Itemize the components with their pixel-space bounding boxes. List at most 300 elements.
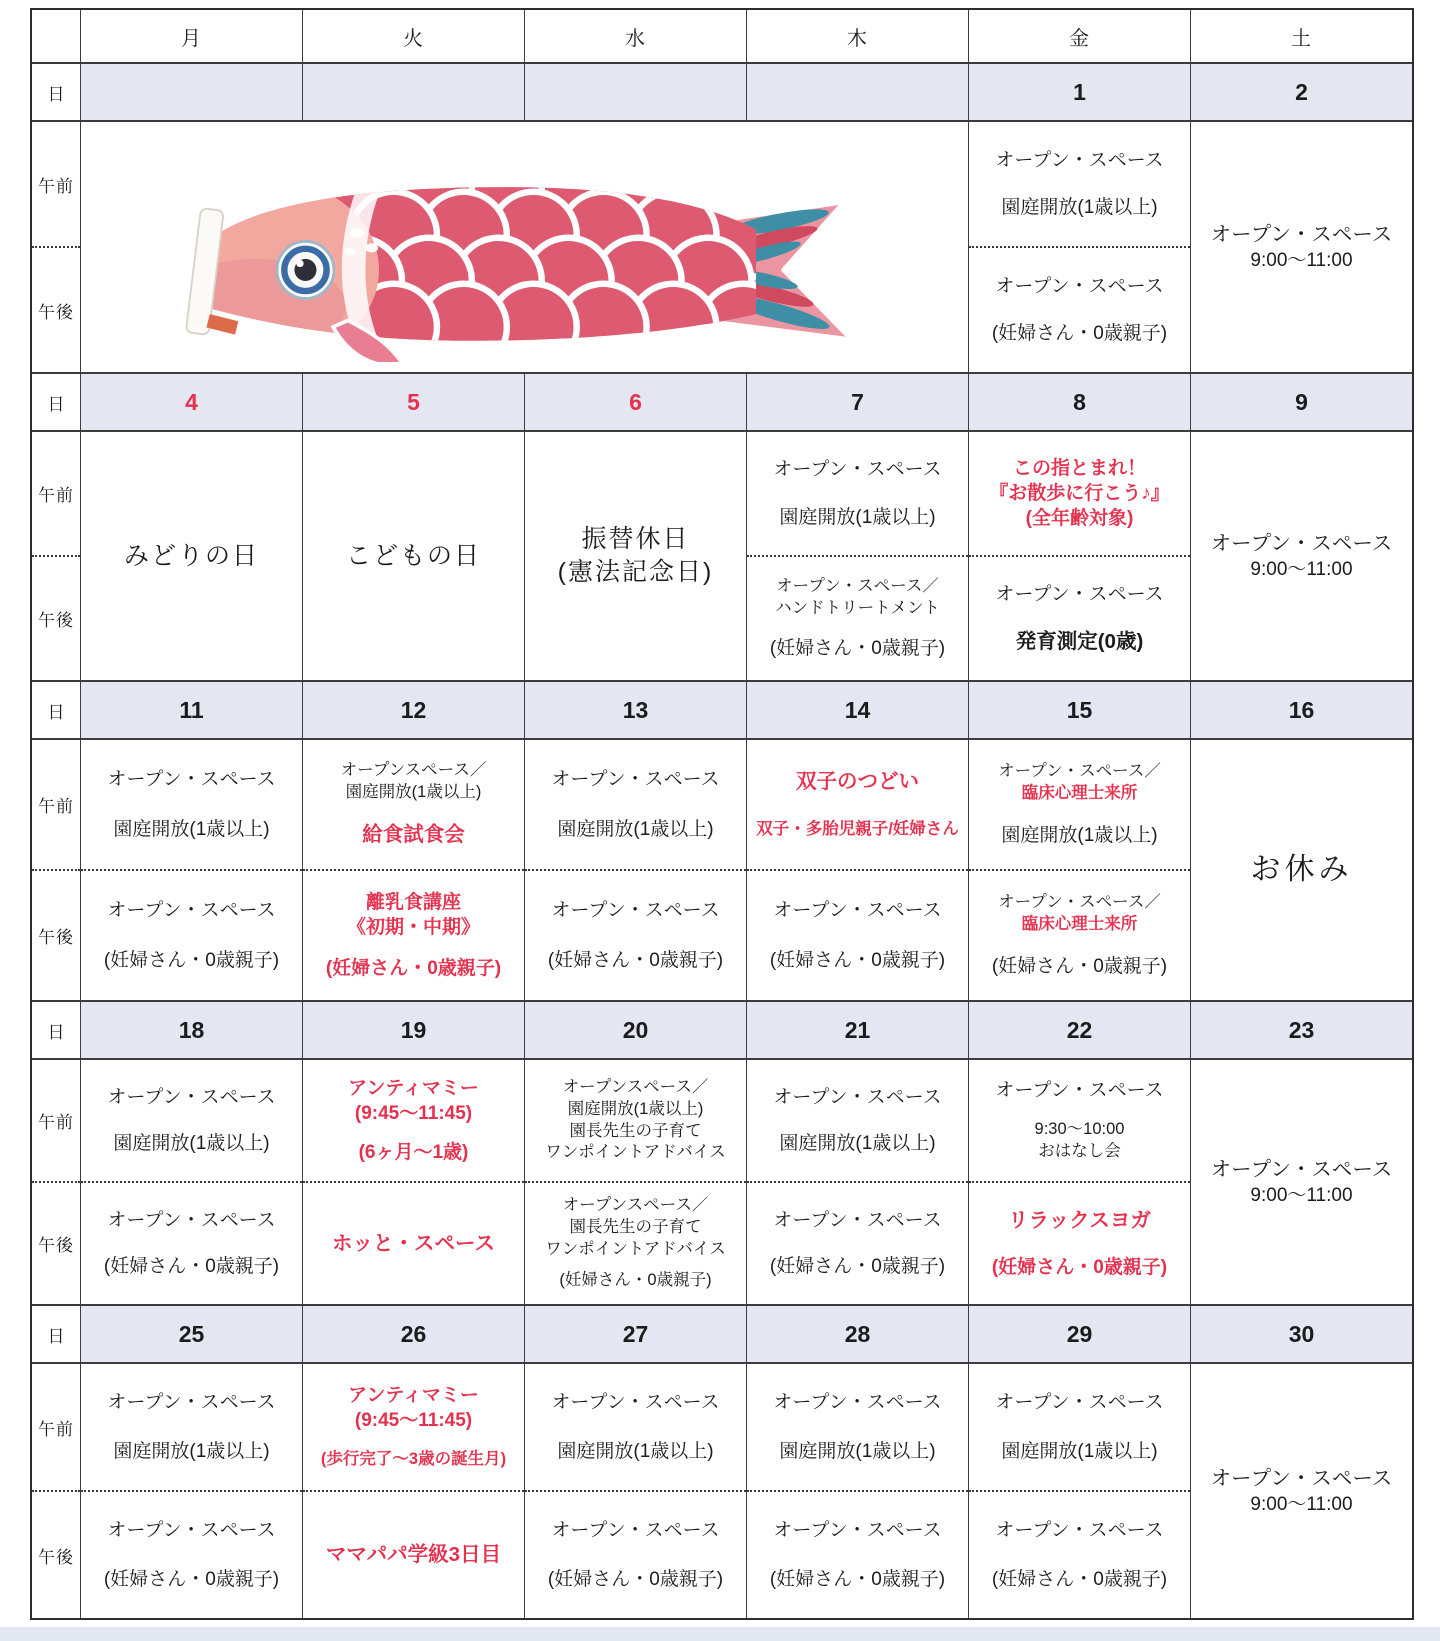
event-block: [773, 457, 941, 482]
event-block: [107, 1208, 275, 1233]
event-cell: [80, 1058, 302, 1304]
date-number: 4: [185, 388, 198, 415]
event-block: [1001, 823, 1157, 848]
event-text: オープン・スペース: [551, 1392, 720, 1414]
event-text: オープン・スペース: [773, 459, 942, 481]
event-block: [551, 1390, 719, 1415]
event-block: [107, 898, 275, 923]
event-text: 園庭開放(1歳以上): [113, 818, 270, 840]
event-block: [770, 1254, 945, 1279]
event-text: おはなし会: [1038, 1141, 1121, 1160]
event-block: [557, 817, 713, 842]
event-cell: [968, 1058, 1190, 1304]
event-text: (妊婦さん・0歳親子): [769, 949, 946, 971]
event-text: こどもの日: [345, 541, 481, 570]
corner-cell: [32, 10, 80, 62]
event-block: [779, 1439, 935, 1464]
event-block: [113, 1439, 269, 1464]
event-text: オープンスペース／: [340, 761, 487, 780]
event-block: [989, 456, 1170, 531]
event-block: [1016, 628, 1144, 655]
am-section: [969, 1364, 1190, 1492]
event-cell-merged: [1190, 738, 1412, 1000]
event-block: [548, 948, 723, 973]
event-block: [551, 767, 719, 792]
event-block: [348, 1076, 479, 1126]
pm-section: [747, 1492, 968, 1618]
event-text: オープン・スペース: [551, 900, 720, 922]
date-number: 25: [178, 1320, 205, 1347]
date-cell: [746, 680, 968, 738]
pm-label: 午後: [38, 1547, 74, 1567]
date-cell: [80, 1304, 302, 1362]
pm-section: [969, 1183, 1190, 1304]
event-block: [107, 1085, 275, 1110]
calendar-table: [30, 8, 1414, 1620]
event-block: [998, 892, 1161, 936]
event-text: ママパパ学級3日目: [325, 1543, 502, 1567]
event-text: ハンドトリートメント: [775, 598, 940, 617]
event-text: オープン・スペース: [995, 1392, 1164, 1414]
event-cell: [302, 1362, 524, 1618]
event-block: [332, 1230, 495, 1257]
am-section: [747, 740, 968, 871]
event-block: [545, 1195, 726, 1260]
date-cell: [524, 62, 746, 120]
koinobori-carp-streamer-illustration: [98, 132, 951, 362]
date-number: 18: [178, 1016, 205, 1043]
am-section: [969, 1060, 1190, 1183]
am-section: [303, 1364, 524, 1492]
event-block: [557, 1439, 713, 1464]
event-block: [362, 821, 465, 848]
am-label: 午前: [32, 1364, 80, 1492]
pm-section: [303, 1183, 524, 1304]
event-block: [1001, 1439, 1157, 1464]
event-text: (憲法記念日): [557, 558, 714, 586]
am-section: [303, 740, 524, 871]
event-text: (妊婦さん・0歳親子): [769, 1568, 946, 1590]
pm-section: [525, 1492, 746, 1618]
ampm-row-label: [32, 430, 80, 680]
event-block: [770, 1567, 945, 1592]
event-text: リラックスヨガ: [1008, 1208, 1151, 1232]
event-text: (妊婦さん・0歳親子): [991, 1568, 1168, 1590]
event-block: [545, 1077, 726, 1164]
event-cell-merged: [302, 430, 524, 680]
day-header-4: 木: [746, 10, 968, 62]
pm-section: [969, 1492, 1190, 1618]
event-text: 双子のつどい: [796, 769, 919, 793]
am-section: [969, 122, 1190, 248]
event-block: [995, 274, 1163, 299]
event-text: オープン・スペース: [1210, 1157, 1393, 1181]
pm-section: [81, 1492, 302, 1618]
date-number: 2: [1295, 78, 1308, 105]
event-text: 園庭開放(1歳以上): [557, 818, 714, 840]
date-cell: [302, 372, 524, 430]
am-section: [747, 432, 968, 557]
event-block: [998, 761, 1161, 805]
am-section: [969, 740, 1190, 871]
event-text: オープン・スペース: [773, 1520, 942, 1542]
event-text: アンティマミー: [348, 1078, 479, 1100]
pm-section: [303, 1492, 524, 1618]
event-block: [104, 1254, 279, 1279]
event-block: [779, 505, 935, 530]
date-number: 30: [1288, 1320, 1315, 1347]
day-header-2: 火: [302, 10, 524, 62]
event-text: (妊婦さん・0歳親子): [547, 949, 724, 971]
ampm-row-label: [32, 1362, 80, 1618]
event-cell: [524, 738, 746, 1000]
event-block: [995, 1390, 1163, 1415]
event-block: [1035, 1119, 1125, 1163]
event-text: 臨床心理士来所: [1021, 914, 1138, 933]
date-row-label: 日: [32, 1304, 80, 1362]
event-block: [756, 819, 959, 841]
event-text: お休み: [1250, 853, 1353, 887]
ampm-row-label: [32, 120, 80, 372]
date-cell: [80, 62, 302, 120]
event-block: [992, 1255, 1167, 1280]
am-section: [525, 1060, 746, 1183]
date-number: 8: [1073, 388, 1086, 415]
event-text: 園庭開放(1歳以上): [1001, 1440, 1158, 1462]
am-section: [747, 1364, 968, 1492]
date-cell: [1190, 372, 1412, 430]
event-text: 園庭開放(1歳以上): [779, 506, 936, 528]
event-block: [558, 523, 714, 589]
pm-label: 午後: [38, 302, 74, 322]
pm-section: [525, 1183, 746, 1304]
date-number: 1: [1073, 78, 1086, 105]
event-text: ワンポイントアドバイス: [545, 1143, 726, 1162]
event-block: [773, 1085, 941, 1110]
event-cell: [524, 1362, 746, 1618]
event-text: オープン・スペース: [551, 769, 720, 791]
event-text: 9:00〜11:00: [1250, 1184, 1353, 1206]
date-number: 26: [400, 1320, 427, 1347]
event-text: (全年齢対象): [1025, 508, 1134, 530]
event-text: オープンスペース／: [562, 1196, 709, 1215]
event-block: [104, 1567, 279, 1592]
event-text: 離乳食講座: [365, 891, 461, 913]
event-text: (妊婦さん・0歳親子): [991, 323, 1168, 345]
date-cell: [746, 1000, 968, 1058]
date-cell: [524, 1000, 746, 1058]
event-text: 園長先生の子育て: [569, 1121, 702, 1140]
event-cell-merged: [1190, 1362, 1412, 1618]
date-number: 9: [1295, 388, 1308, 415]
am-section: [969, 432, 1190, 557]
event-text: 臨床心理士来所: [1021, 783, 1138, 802]
event-text: この指とまれ！: [1012, 457, 1146, 479]
event-text: オープン・スペース: [107, 1392, 276, 1414]
event-text: (妊婦さん・0歳親子): [559, 1270, 712, 1289]
event-cell-merged: [80, 430, 302, 680]
am-label: 午前: [32, 432, 80, 557]
event-text: 双子・多胎児親子/妊婦さん: [756, 820, 959, 839]
event-text: オープン・スペース: [107, 1520, 276, 1542]
koinobori-image-cell: [80, 120, 968, 372]
event-block: [796, 768, 919, 795]
event-text: 園庭開放(1歳以上): [567, 1099, 704, 1118]
event-block: [779, 1131, 935, 1156]
am-section: [747, 1060, 968, 1183]
date-cell: [746, 62, 968, 120]
event-text: アンティマミー: [348, 1385, 479, 1407]
event-cell: [302, 1058, 524, 1304]
event-block: [104, 948, 279, 973]
event-block: [995, 1518, 1163, 1543]
event-block: [773, 1518, 941, 1543]
event-cell: [968, 738, 1190, 1000]
event-text: 発育測定(0歳): [1015, 630, 1144, 654]
pm-section: [747, 871, 968, 1000]
date-row-label: 日: [32, 1000, 80, 1058]
event-cell: [80, 1362, 302, 1618]
event-text: オープン・スペース／: [776, 577, 939, 596]
ampm-row-label: [32, 738, 80, 1000]
am-label: 午前: [32, 740, 80, 871]
date-cell: [1190, 680, 1412, 738]
event-block: [773, 1390, 941, 1415]
date-row-label: 日: [32, 62, 80, 120]
am-label: 午前: [32, 1060, 80, 1183]
date-cell: [1190, 62, 1412, 120]
event-block: [107, 1518, 275, 1543]
event-text: オープン・スペース: [551, 1520, 720, 1542]
event-block: [775, 576, 940, 620]
date-number: 5: [407, 388, 420, 415]
event-text: オープン・スペース: [107, 769, 276, 791]
event-block: [107, 767, 275, 792]
event-text: (6ヶ月〜1歳): [358, 1141, 469, 1163]
event-block: [1251, 850, 1353, 890]
event-text: (9:45〜11:45): [354, 1410, 473, 1432]
date-number: 23: [1288, 1016, 1315, 1043]
event-block: [1211, 1156, 1393, 1208]
event-block: [359, 1140, 469, 1165]
event-text: オープン・スペース: [995, 1520, 1164, 1542]
event-block: [992, 954, 1167, 979]
event-text: オープン・スペース: [995, 275, 1164, 297]
date-cell: [1190, 1000, 1412, 1058]
event-text: オープン・スペース: [995, 583, 1164, 605]
date-cell: [746, 1304, 968, 1362]
event-text: 9:00〜11:00: [1250, 249, 1353, 271]
am-section: [81, 1364, 302, 1492]
event-text: オープン・スペース: [1210, 222, 1393, 246]
event-cell: [968, 120, 1190, 372]
event-text: オープン・スペース: [773, 1086, 942, 1108]
event-text: 振替休日: [581, 525, 690, 553]
date-number: 13: [622, 696, 649, 723]
event-text: ホッと・スペース: [332, 1231, 495, 1255]
date-cell: [968, 1304, 1190, 1362]
event-cell-merged: [1190, 120, 1412, 372]
event-block: [1001, 195, 1157, 220]
date-cell: [302, 62, 524, 120]
event-cell: [746, 1362, 968, 1618]
pm-section: [969, 248, 1190, 372]
pm-section: [747, 1183, 968, 1304]
event-text: オープン・スペース／: [998, 762, 1161, 781]
event-cell: [746, 430, 968, 680]
event-text: オープン・スペース: [773, 1209, 942, 1231]
event-block: [551, 1518, 719, 1543]
event-text: オープンスペース／: [562, 1077, 709, 1096]
date-cell: [968, 372, 1190, 430]
event-text: オープン・スペース: [1210, 1466, 1393, 1490]
event-block: [341, 760, 487, 804]
event-block: [995, 148, 1163, 173]
event-text: 園庭開放(1歳以上): [113, 1440, 270, 1462]
event-text: (妊婦さん・0歳親子): [991, 1256, 1168, 1278]
event-block: [995, 1078, 1163, 1103]
date-cell: [80, 680, 302, 738]
event-text: 9:00〜11:00: [1250, 558, 1353, 580]
am-section: [303, 1060, 524, 1183]
date-cell: [968, 1000, 1190, 1058]
event-block: [113, 817, 269, 842]
date-number: 14: [844, 696, 871, 723]
event-text: 9:00〜11:00: [1250, 1493, 1353, 1515]
event-block: [992, 321, 1167, 346]
event-block: [770, 636, 945, 661]
event-text: みどりの日: [123, 541, 259, 570]
day-header-5: 金: [968, 10, 1190, 62]
event-cell: [968, 430, 1190, 680]
date-cell: [80, 372, 302, 430]
event-block: [551, 898, 719, 923]
event-text: オープン・スペース: [773, 1392, 942, 1414]
event-block: [1211, 221, 1393, 273]
event-block: [347, 890, 480, 940]
event-text: オープン・スペース: [107, 1209, 276, 1231]
date-cell: [80, 1000, 302, 1058]
date-cell: [968, 62, 1190, 120]
event-cell: [746, 1058, 968, 1304]
event-block: [346, 540, 481, 573]
event-text: (妊婦さん・0歳親子): [769, 637, 946, 659]
event-block: [124, 540, 259, 573]
event-text: 園庭開放(1歳以上): [557, 1440, 714, 1462]
pm-section: [525, 871, 746, 1000]
ampm-row-label: [32, 1058, 80, 1304]
event-text: (9:45〜11:45): [354, 1103, 473, 1125]
event-text: 園庭開放(1歳以上): [113, 1133, 270, 1155]
event-block: [1211, 530, 1393, 582]
pm-label: 午後: [38, 611, 74, 630]
event-block: [107, 1390, 275, 1415]
date-cell: [524, 680, 746, 738]
am-section: [81, 1060, 302, 1183]
event-cell: [80, 738, 302, 1000]
event-cell-merged: [1190, 1058, 1412, 1304]
event-cell: [524, 1058, 746, 1304]
date-cell: [524, 1304, 746, 1362]
event-text: オープン・スペース: [1210, 531, 1393, 555]
day-header-3: 水: [524, 10, 746, 62]
pm-section: [81, 871, 302, 1000]
event-block: [326, 1541, 501, 1568]
event-text: (妊婦さん・0歳親子): [991, 955, 1168, 977]
event-text: 給食試食会: [362, 823, 465, 847]
event-block: [559, 1270, 711, 1292]
date-number: 7: [851, 388, 864, 415]
date-cell: [524, 372, 746, 430]
event-text: 園庭開放(1歳以上): [1001, 824, 1158, 846]
event-block: [992, 1567, 1167, 1592]
pm-section: [747, 557, 968, 680]
event-text: オープン・スペース: [107, 900, 276, 922]
date-cell: [746, 372, 968, 430]
pm-label: 午後: [38, 928, 74, 947]
event-text: (妊婦さん・0歳親子): [103, 1256, 280, 1278]
event-text: (妊婦さん・0歳親子): [547, 1568, 724, 1590]
event-block: [1008, 1207, 1151, 1234]
page-bottom-strip: [0, 1627, 1440, 1641]
event-block: [773, 898, 941, 923]
event-text: 《初期・中期》: [346, 917, 480, 938]
date-number: 16: [1288, 696, 1315, 723]
event-text: 園庭開放(1歳以上): [779, 1133, 936, 1155]
event-cell-merged: [524, 430, 746, 680]
date-cell: [302, 1304, 524, 1362]
date-number: 22: [1066, 1016, 1093, 1043]
date-number: 12: [400, 696, 427, 723]
am-section: [525, 740, 746, 871]
event-block: [321, 1449, 506, 1471]
date-row-label: 日: [32, 680, 80, 738]
event-text: 9:30〜10:00: [1034, 1119, 1125, 1138]
date-number: 6: [629, 388, 642, 415]
event-block: [995, 582, 1163, 607]
day-header-6: 土: [1190, 10, 1412, 62]
event-text: (妊婦さん・0歳親子): [103, 949, 280, 971]
event-text: 園庭開放(1歳以上): [779, 1440, 936, 1462]
event-block: [1211, 1465, 1393, 1517]
pm-section: [303, 871, 524, 1000]
event-block: [113, 1131, 269, 1156]
event-text: (妊婦さん・0歳親子): [769, 1256, 946, 1278]
event-text: オープン・スペース: [995, 149, 1164, 171]
event-text: オープン・スペース: [107, 1086, 276, 1108]
event-text: オープン・スペース: [773, 900, 942, 922]
pm-section: [81, 1183, 302, 1304]
pm-section: [969, 557, 1190, 680]
event-block: [348, 1383, 479, 1433]
pm-label: 午後: [38, 1236, 74, 1255]
am-section: [81, 740, 302, 871]
event-block: [548, 1567, 723, 1592]
event-text: (歩行完了〜3歳の誕生月): [320, 1450, 507, 1469]
date-cell: [1190, 1304, 1412, 1362]
event-cell: [302, 738, 524, 1000]
event-text: オープン・スペース: [995, 1080, 1164, 1102]
event-text: オープン・スペース／: [998, 893, 1161, 912]
event-text: 『お散歩に行こう♪』: [989, 482, 1170, 504]
date-number: 29: [1066, 1320, 1093, 1347]
date-number: 21: [844, 1016, 871, 1043]
day-header-1: 月: [80, 10, 302, 62]
event-text: (妊婦さん・0歳親子): [103, 1568, 280, 1590]
event-block: [770, 948, 945, 973]
date-cell: [968, 680, 1190, 738]
event-text: ワンポイントアドバイス: [545, 1239, 726, 1258]
